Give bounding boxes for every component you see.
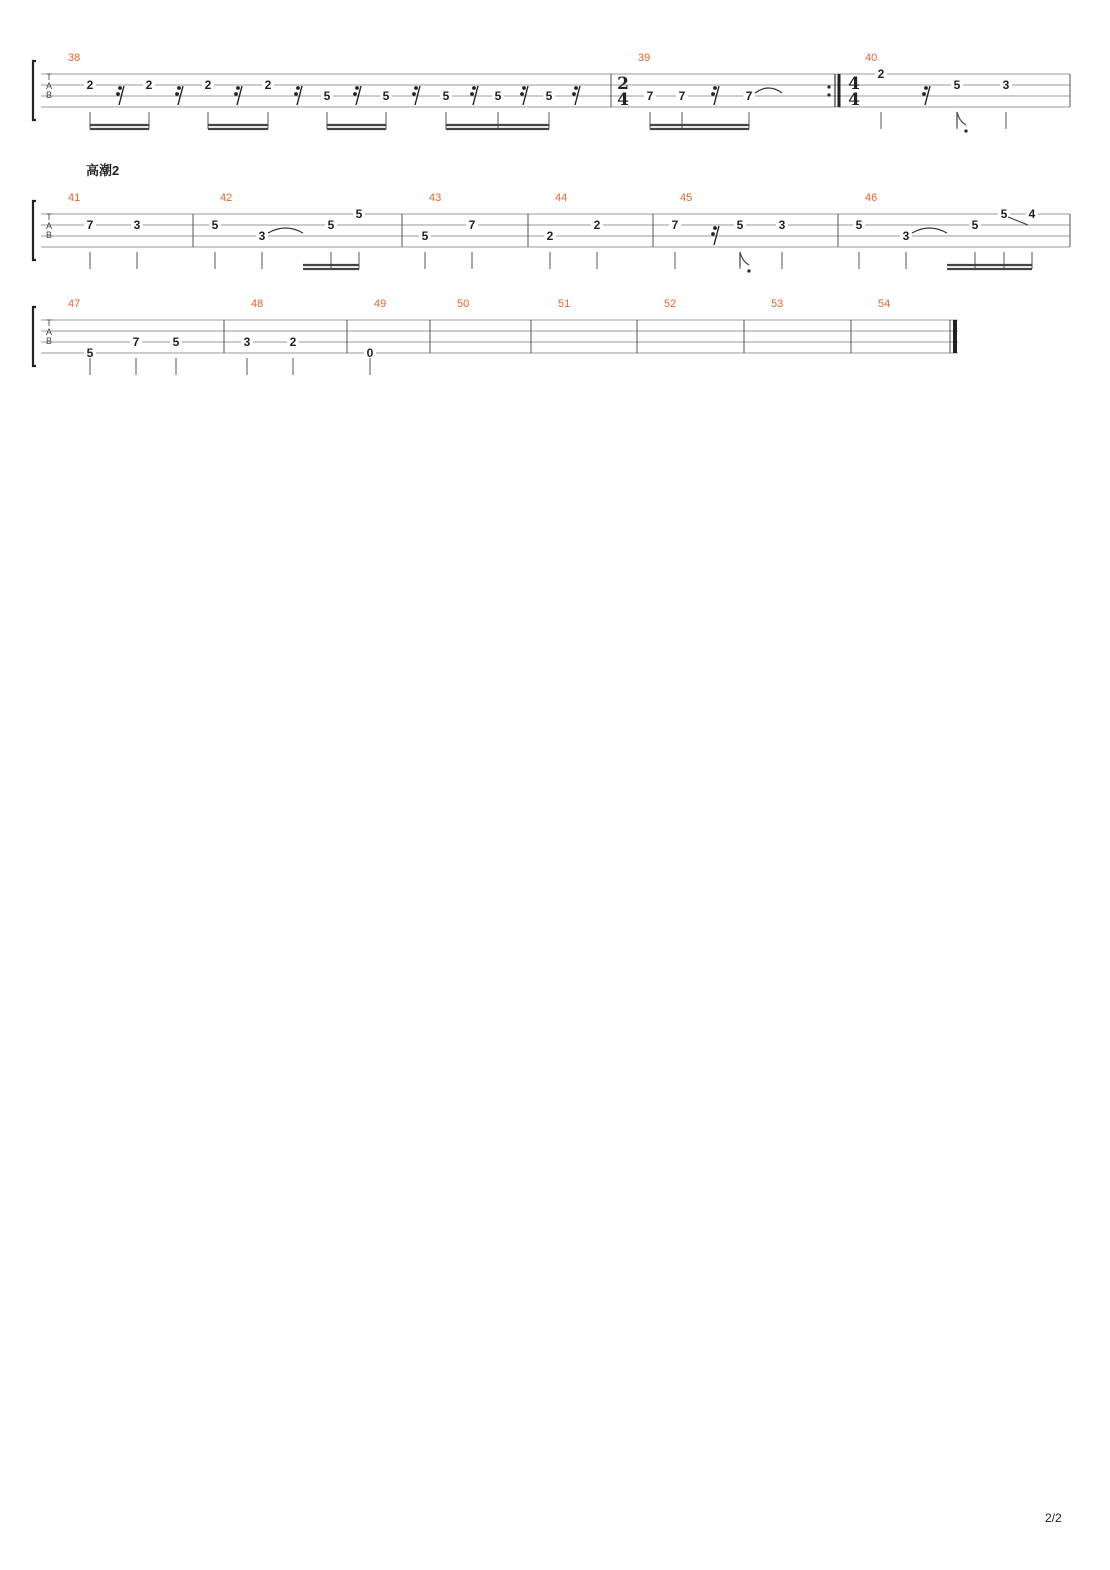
- repeat-dot: [827, 85, 830, 88]
- measure-number: 44: [555, 192, 568, 204]
- fret-number: 7: [678, 89, 686, 103]
- fret-number: 5: [355, 207, 363, 221]
- fret-number: 5: [421, 229, 429, 243]
- fret-number: 7: [468, 218, 476, 232]
- measure-number: 43: [429, 192, 442, 204]
- fret-number: 2: [593, 218, 601, 232]
- time-signature-top: 2: [617, 74, 629, 94]
- fret-number: 5: [382, 89, 390, 103]
- fret-number: 3: [243, 335, 251, 349]
- fret-number: 7: [646, 89, 654, 103]
- measure-number: 48: [251, 298, 264, 310]
- tab-clef-letter: A: [45, 221, 53, 231]
- measure-number: 52: [664, 298, 677, 310]
- measure-number: 49: [374, 298, 387, 310]
- system-bracket: [33, 307, 36, 366]
- measure-number: 54: [878, 298, 891, 310]
- measure-number: 45: [680, 192, 693, 204]
- tab-clef-letter: B: [45, 90, 53, 100]
- time-signature-bottom: 4: [617, 90, 629, 110]
- fret-number: 7: [745, 89, 753, 103]
- tab-clef-letter: B: [45, 336, 53, 346]
- fret-number: 5: [736, 218, 744, 232]
- fret-number: 3: [1002, 78, 1010, 92]
- fret-number: 7: [671, 218, 679, 232]
- measure-number: 38: [68, 52, 81, 64]
- fret-number: 2: [546, 229, 554, 243]
- fret-number: 3: [902, 229, 910, 243]
- tab-system: [33, 192, 1070, 269]
- repeat-dot: [827, 93, 830, 96]
- tab-system: [33, 298, 958, 375]
- time-signature-top: 4: [848, 74, 860, 94]
- fret-number: 3: [258, 229, 266, 243]
- fret-number: 2: [204, 78, 212, 92]
- fret-number: 2: [289, 335, 297, 349]
- section-label: 高潮2: [86, 163, 120, 178]
- fret-number: 2: [877, 67, 885, 81]
- fret-number: 7: [132, 335, 140, 349]
- fret-number: 5: [971, 218, 979, 232]
- fret-number: 2: [86, 78, 94, 92]
- dotted-eighth-flag: [740, 252, 751, 273]
- fret-number: 5: [172, 335, 180, 349]
- tie: [268, 228, 303, 233]
- dotted-eighth-flag: [957, 112, 968, 133]
- measure-number: 41: [68, 192, 81, 204]
- page-number: 2/2: [1045, 1511, 1062, 1525]
- tab-clef-letter: A: [45, 327, 53, 337]
- slide: [1008, 217, 1028, 225]
- fret-number: 5: [323, 89, 331, 103]
- fret-number: 5: [855, 218, 863, 232]
- fret-number: 5: [211, 218, 219, 232]
- tab-clef-letter: T: [46, 318, 52, 328]
- fret-number: 5: [442, 89, 450, 103]
- measure-number: 40: [865, 52, 878, 64]
- tab-clef-letter: T: [46, 72, 52, 82]
- fret-number: 5: [327, 218, 335, 232]
- fret-number: 5: [545, 89, 553, 103]
- fret-number: 5: [953, 78, 961, 92]
- time-signature-bottom: 4: [848, 90, 860, 110]
- fret-number: 7: [86, 218, 94, 232]
- fret-number: 3: [133, 218, 141, 232]
- tab-clef-letter: T: [46, 212, 52, 222]
- fret-number: 0: [366, 346, 374, 360]
- measure-number: 47: [68, 298, 81, 310]
- measure-number: 50: [457, 298, 470, 310]
- tab-clef-letter: B: [45, 230, 53, 240]
- measure-number: 46: [865, 192, 878, 204]
- system-bracket: [33, 201, 36, 260]
- tie: [755, 88, 782, 93]
- measure-number: 42: [220, 192, 233, 204]
- system-bracket: [33, 61, 36, 120]
- fret-number: 2: [264, 78, 272, 92]
- measure-number: 51: [558, 298, 571, 310]
- fret-number: 5: [494, 89, 502, 103]
- tie: [912, 228, 947, 233]
- measure-number: 53: [771, 298, 784, 310]
- fret-number: 3: [778, 218, 786, 232]
- fret-number: 2: [145, 78, 153, 92]
- fret-number: 5: [1000, 207, 1008, 221]
- fret-number: 5: [86, 346, 94, 360]
- fret-number: 4: [1028, 207, 1036, 221]
- tab-system: [33, 52, 1070, 129]
- measure-number: 39: [638, 52, 651, 64]
- tab-clef-letter: A: [45, 81, 53, 91]
